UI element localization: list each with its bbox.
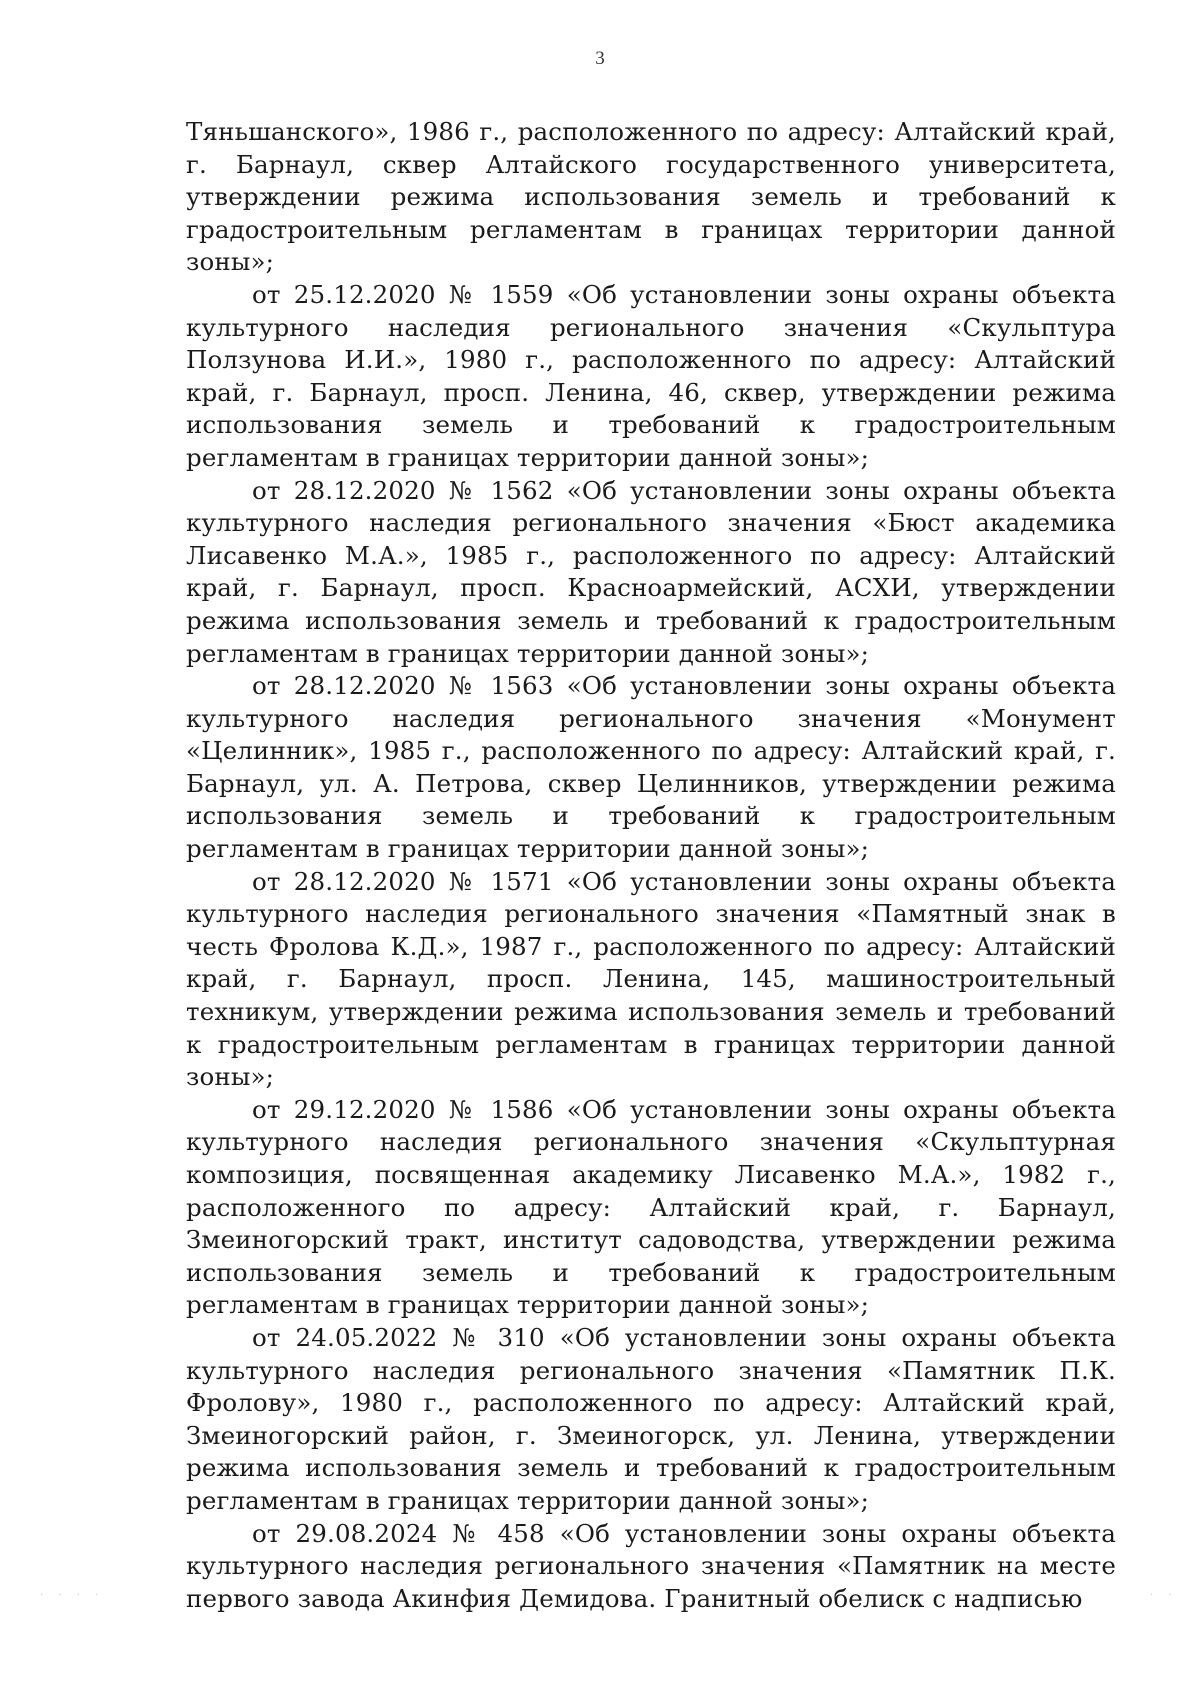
paragraph-decree-1562: от 28.12.2020 № 1562 «Об установлении зоны охраны объекта культурного наследия регионального значения «Бюст академика Лисавенко М.А.», 1985 г., расположенного по адресу: Алтайский край, г. Барнаул, просп. Красноармейский, АСХИ, утверждении режима использования земель и требований к градостроительным регламентам в границах территории данной зоны»; [186,475,1116,668]
paragraph-decree-1563: от 28.12.2020 № 1563 «Об установлении зоны охраны объекта культурного наследия регионального значения «Монумент «Целинник», 1985 г., расположенного по адресу: Алтайский край, г. Барнаул, ул. А. Петрова, сквер Целинников, утверждении режима использования земель и требований к градостроительным регламентам в границах территории данной зоны»; [186,671,1116,864]
document-body [186,116,1116,1615]
paragraph-decree-1571: от 28.12.2020 № 1571 «Об установлении зоны охраны объекта культурного наследия регионального значения «Памятный знак в честь Фролова К.Д.», 1987 г., расположенного по адресу: Алтайский край, г. Барнаул, просп. Ленина, 145, машиностроительный техникум, утверждении режима использования земель и требований к градостроительным регламентам в границах территории данной зоны»; [186,866,1116,1092]
paragraph-decree-458: от 29.08.2024 № 458 «Об установлении зоны охраны объекта культурного наследия регионального значения «Памятник на месте первого завода Акинфия Демидова. Гранитный обелиск с надписью [186,1518,1116,1613]
paragraph-decree-310: от 24.05.2022 № 310 «Об установлении зоны охраны объекта культурного наследия регионального значения «Памятник П.К. Фролову», 1980 г., расположенного по адресу: Алтайский край, Змеиногорский район, г. Змеиногорск, ул. Ленина, утверждении режима использования земель и требований к градостроительным регламентам в границах территории данной зоны»; [186,1322,1116,1515]
page-number: 3 [595,48,605,69]
paragraph-decree-1559: от 25.12.2020 № 1559 «Об установлении зоны охраны объекта культурного наследия регионального значения «Скульптура Ползунова И.И.», 1980 г., расположенного по адресу: Алтайский край, г. Барнаул, просп. Ленина, 46, сквер, утверждении режима использования земель и требований к градостроительным регламентам в границах территории данной зоны»; [186,279,1116,472]
paragraph-decree-1586: от 29.12.2020 № 1586 «Об установлении зоны охраны объекта культурного наследия регионального значения «Скульптурная композиция, посвященная академику Лисавенко М.А.», 1982 г., расположенного по адресу: Алтайский край, г. Барнаул, Змеиногорский тракт, институт садоводства, утверждении режима использования земель и требований к градостроительным регламентам в границах территории данной зоны»; [186,1094,1116,1320]
paragraph-continuation: Тяньшанского», 1986 г., расположенного по адресу: Алтайский край, г. Барнаул, сквер Алтайского государственного университета, утверждении режима использования земель и требований к градостроительным регламентам в границах территории данной зоны»; [186,117,1116,277]
scan-artifact-right: · · [1150,1590,1178,1601]
scan-artifact-left: · · · · [40,1590,105,1601]
